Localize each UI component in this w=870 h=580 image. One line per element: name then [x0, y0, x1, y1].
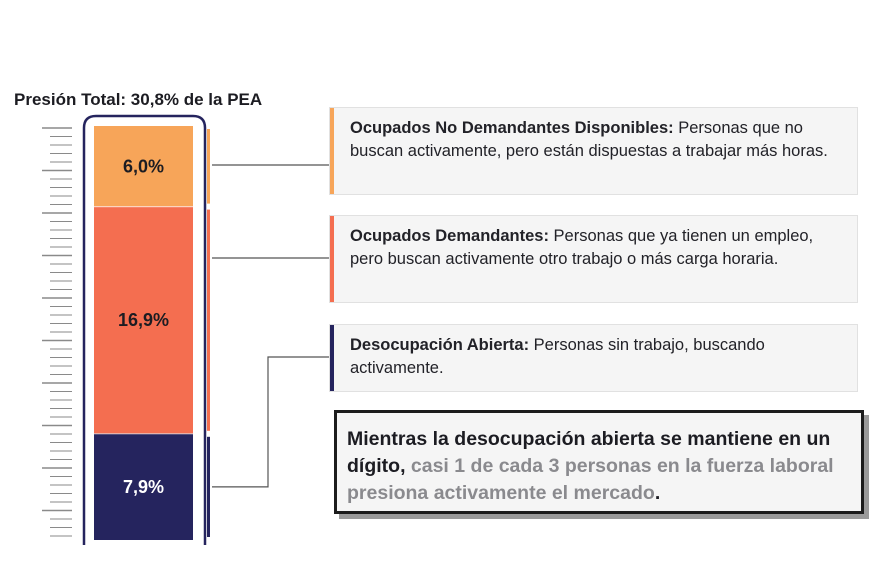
callout-ocupados-no-demandantes [329, 107, 858, 195]
connector-line [212, 357, 329, 487]
callout-text: Personas que no buscan activamente, pero están dispuestas a trabajar más horas. [350, 119, 828, 160]
segment-side-marker [207, 437, 210, 537]
segment-value-label: 16,9% [117, 310, 170, 331]
segment-value-label: 7,9% [122, 476, 165, 497]
callout-accent-bar [330, 216, 334, 302]
callout-text: Personas que ya tienen un empleo, pero buscan activamente otro trabajo o más carga horaria. [350, 227, 814, 268]
callout-accent-bar [330, 325, 334, 391]
callout-desocupacion-abierta [329, 324, 858, 392]
summary-text-strong: Mientras la desocupación abierta se mantiene en un dígito, [347, 428, 831, 477]
callout-accent-bar [330, 108, 334, 194]
segment-side-marker [207, 129, 210, 204]
summary-text-end: . [654, 482, 661, 504]
summary-box [334, 410, 864, 514]
callout-title: Ocupados No Demandantes Disponibles: [350, 119, 674, 137]
callout-title: Desocupación Abierta: [350, 336, 530, 354]
callout-ocupados-demandantes [329, 215, 858, 303]
chart-title: Presión Total: 30,8% de la PEA [14, 90, 263, 109]
connector-lines [212, 165, 329, 487]
stacked-bar [94, 126, 210, 540]
callout-title: Ocupados Demandantes: [350, 227, 549, 245]
segment-side-marker [207, 210, 210, 431]
thermometer-gauge [0, 0, 330, 580]
summary-text-highlight: casi 1 de cada 3 personas en la fuerza laboral presiona activamente el mercado [347, 455, 834, 504]
scale-ticks [42, 128, 72, 536]
segment-value-label: 6,0% [122, 156, 165, 177]
callout-text: Personas sin trabajo, buscando activamente. [350, 336, 765, 377]
